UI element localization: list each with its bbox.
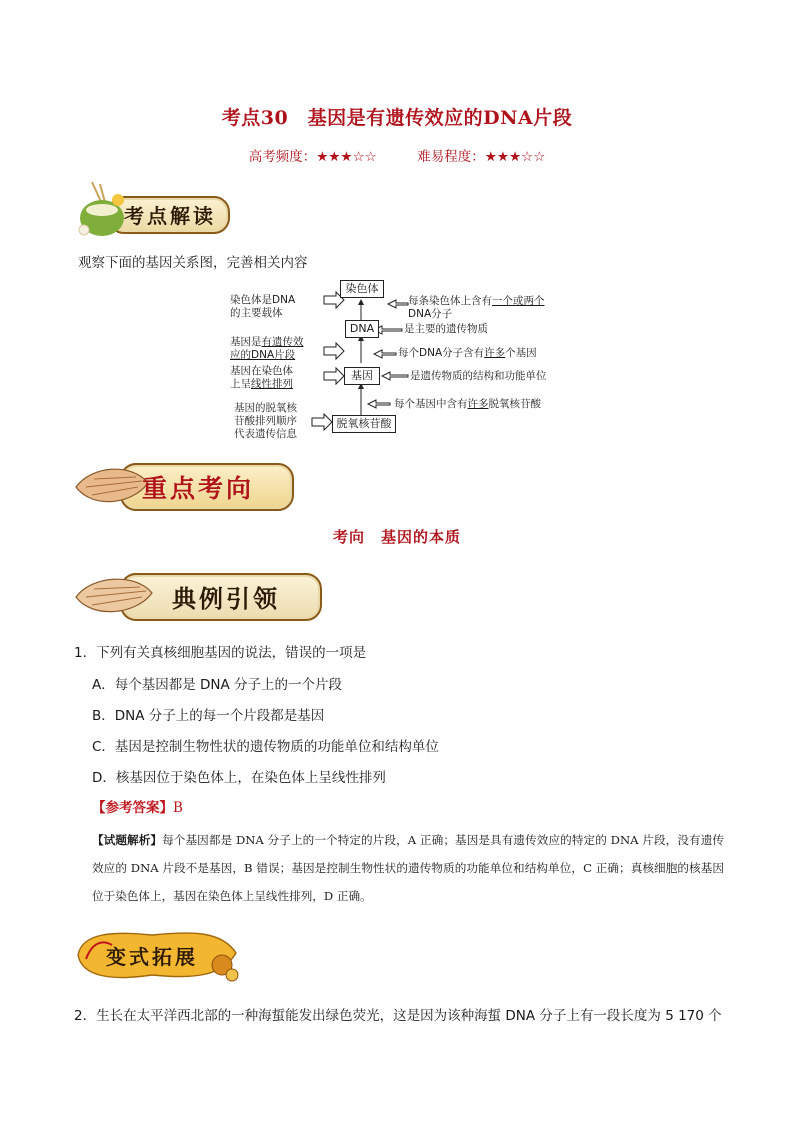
q1-analysis-label: 【试题解析】	[92, 833, 163, 847]
seashell-icon	[72, 571, 156, 623]
q1-stem: 1．下列有关真核细胞基因的说法，错误的一项是	[74, 645, 367, 661]
banner-zhongdian	[72, 455, 292, 515]
left-label-2b: 应的DNA片段	[230, 349, 296, 361]
left-label-2a: 基因是有遗传效	[230, 336, 304, 348]
left-label-3b: 上呈线性排列	[230, 378, 293, 390]
banner-bianshi	[72, 925, 242, 987]
left-label-4a: 基因的脱氧核	[234, 402, 297, 414]
q1-option-b: B．DNA 分子上的每一个片段都是基因	[92, 708, 325, 724]
intro-text: 观察下面的基因关系图，完善相关内容	[78, 255, 308, 271]
seashell-icon	[72, 461, 152, 513]
banner-dianli	[72, 565, 322, 625]
freq-stars: ★★★☆☆	[316, 149, 377, 165]
left-label-1b: 的主要载体	[230, 307, 283, 319]
q1-answer-label: 【参考答案】	[92, 800, 173, 816]
q1-analysis	[92, 826, 724, 910]
q1-option-d: D．核基因位于染色体上，在染色体上呈线性排列	[92, 770, 386, 786]
right-label-5: 每个基因中含有许多脱氧核苷酸	[394, 398, 541, 410]
q1-option-c: C．基因是控制生物性状的遗传物质的功能单位和结构单位	[92, 739, 439, 755]
left-label-4c: 代表遗传信息	[234, 428, 297, 440]
left-label-1a: 染色体是DNA	[230, 294, 296, 306]
difficulty-stars: ★★★☆☆	[484, 149, 546, 165]
q1-analysis-text: 每个基因都是 DNA 分子上的一个特定的片段，A 正确；基因是具有遗传效应的特定的 DNA 片段，没有遗传效应的 DNA 片段不是基因，B 错误；基因是控制生物性状的遗传物质的功能单位和结构单位，C 正确；真核细胞的核基因位于染色体上，基因在染色体上呈线性排列，D 正确。	[92, 833, 724, 903]
left-label-3a: 基因在染色体	[230, 365, 293, 377]
right-label-1a: 每条染色体上含有一个或两个	[408, 295, 545, 307]
q1-option-a: A．每个基因都是 DNA 分子上的一个片段	[92, 677, 343, 693]
freq-label: 高考频度：	[248, 149, 317, 165]
page-title: 考点30 基因是有遗传效应的DNA片段	[221, 107, 573, 129]
box-chromosome: 染色体	[340, 280, 384, 298]
banner-kaodian	[72, 180, 232, 240]
box-nucleotide: 脱氧核苷酸	[332, 415, 396, 433]
box-gene: 基因	[344, 367, 380, 385]
banner-dianli-text: 典例引领	[172, 584, 280, 613]
difficulty-label: 难易程度：	[417, 149, 485, 165]
coconut-drink-icon	[72, 180, 132, 240]
q2-stem: 2．生长在太平洋西北部的一种海蜇能发出绿色荧光，这是因为该种海蜇 DNA 分子上有一段长度为 5 170 个	[74, 1008, 722, 1024]
right-label-3: 每个DNA分子含有许多个基因	[398, 347, 537, 359]
banner-bianshi-text: 变式拓展	[106, 945, 198, 969]
banner-zhongdian-text: 重点考向	[142, 474, 255, 503]
right-label-4: 是遗传物质的结构和功能单位	[410, 370, 547, 382]
q1-answer-value: B	[173, 800, 183, 816]
frequency-line	[0, 145, 794, 165]
box-dna: DNA	[345, 320, 379, 338]
gene-relationship-diagram	[224, 276, 564, 446]
banner-kaodian-text: 考点解读	[124, 204, 216, 228]
right-label-2: 是主要的遗传物质	[404, 323, 488, 335]
direction-heading: 考向 基因的本质	[332, 528, 461, 546]
right-label-1b: DNA分子	[408, 308, 453, 320]
q1-answer	[92, 796, 183, 816]
left-label-4b: 苷酸排列顺序	[234, 415, 297, 427]
